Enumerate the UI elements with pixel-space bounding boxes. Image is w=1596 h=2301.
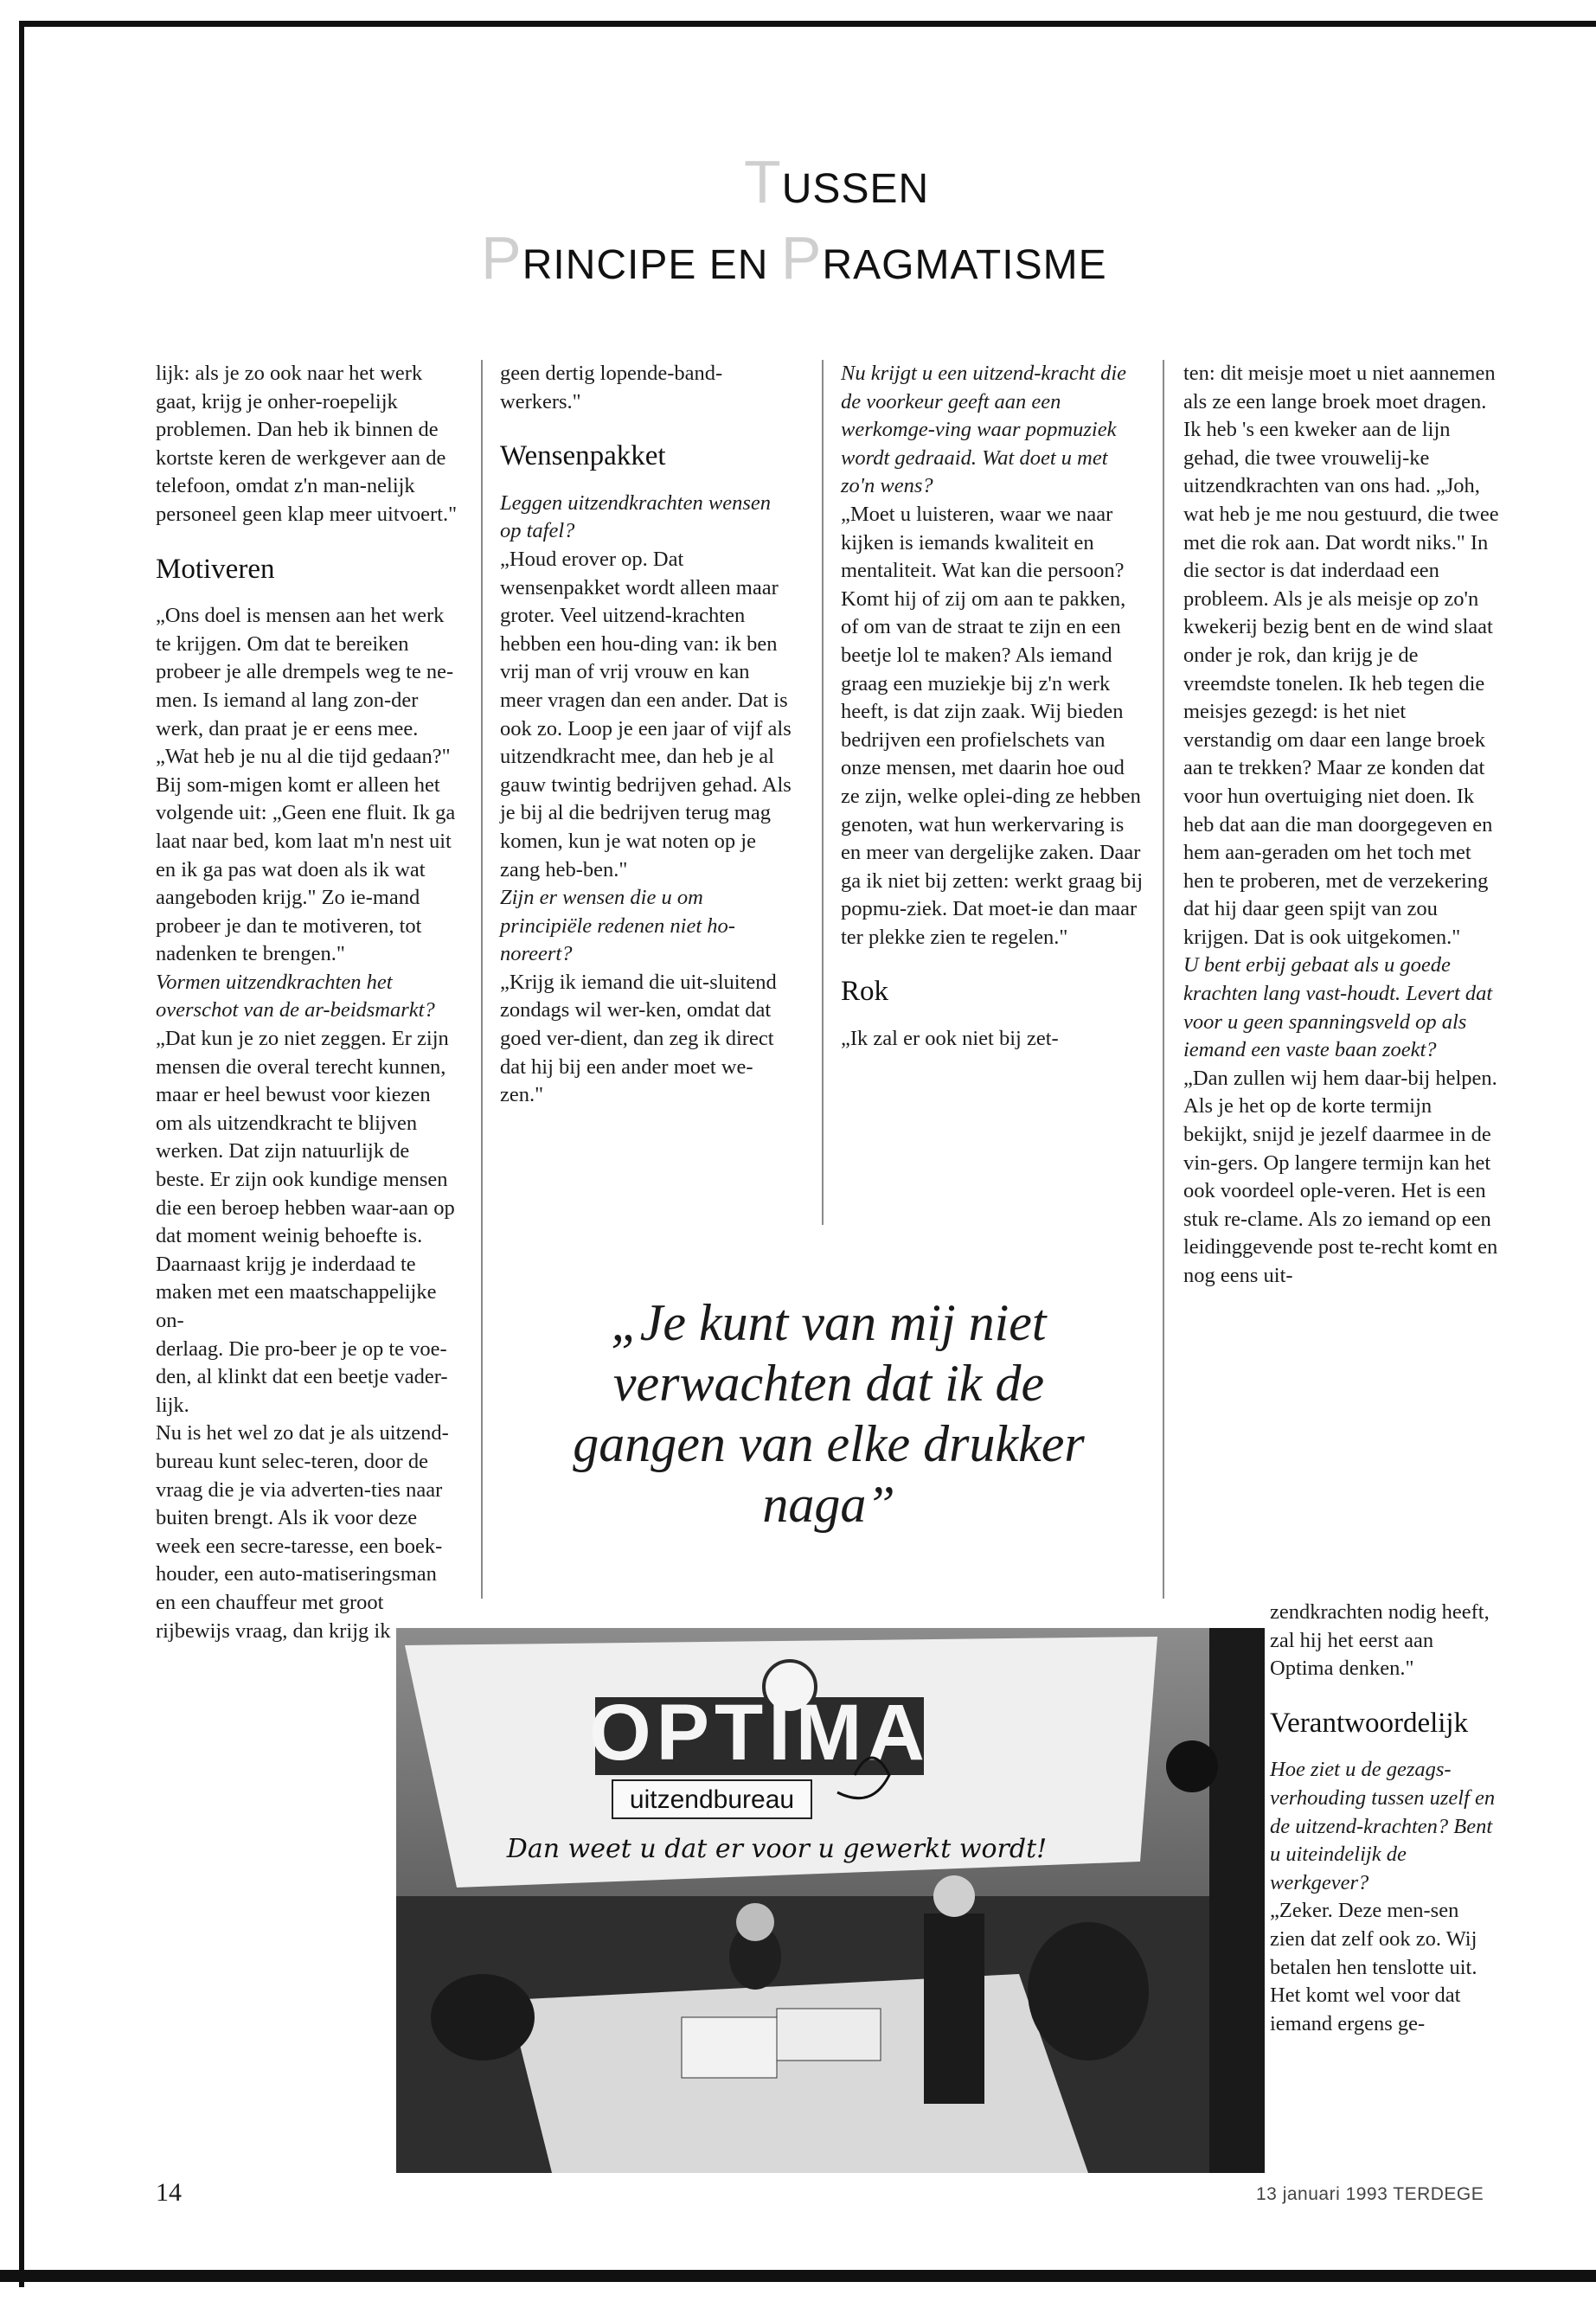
paragraph: Nu is het wel zo dat je als uitzend-bureau kunt selec-teren, door de vraag die je via adverten-ties naar buiten brengt. Als ik voor deze week een secre-taresse, een boek-houder, een auto-matiseringsman en een chauffeur met groot rijbewijs vraag, dan krijg ik xyxy=(156,1421,449,1643)
logo-text: OPTIMA xyxy=(589,1689,930,1777)
column-divider xyxy=(1163,360,1164,1599)
paragraph: derlaag. Die pro-beer je op te voe-den, al klinkt dat een beetje vader-lijk. xyxy=(156,1336,448,1417)
interview-question: Leggen uitzendkrachten wensen op tafel? xyxy=(500,490,771,543)
title-line-1: TUSSEN xyxy=(744,148,930,215)
paragraph: „Houd erover op. Dat wensenpakket wordt alleen maar groter. Veel uitzend-krachten hebben een hou-ding van: ik ben vrij man of vrij vrouw en kan meer vragen dan een ander. Dat is ook zo. Loop je een jaar of vijf als uitzendkracht mee, dan heb je al gauw twintig bedrijven gehad. Als je bij al die bedrijven terug mag komen, kun je wat noten op je zang heb-ben." xyxy=(500,547,792,881)
paragraph: zendkrachten nodig heeft, zal hij het eerst aan Optima denken." xyxy=(1270,1600,1490,1681)
page-number: 14 xyxy=(156,2178,182,2207)
section-heading: Rok xyxy=(841,976,889,1008)
desk xyxy=(509,1974,1088,2173)
paragraph: lijk: als je zo ook naar het werk gaat, krijg je onher-roepelijk problemen. Dan heb ik binnen de kortste keren de werkgever aan de telefoon, omdat z'n man-nelijk personeel geen klap meer uitvoert." xyxy=(156,362,458,526)
paragraph: geen dertig lopende-band-werkers." xyxy=(500,362,723,413)
column-2 xyxy=(500,360,794,1110)
pull-quote: „Je kunt van mij niet verwachten dat ik de gangen van elke drukker naga” xyxy=(573,1294,1085,1533)
issue-date: 13 januari 1993 TERDEGE xyxy=(1256,2184,1484,2204)
photo-illustration xyxy=(396,1628,1265,2173)
paragraph: „Krijg ik iemand die uit-sluitend zondags wil wer-ken, omdat dat goed ver-dient, dan zeg ik direct dat hij bij een ander moet we-zen." xyxy=(500,970,777,1107)
paragraph: „Dan zullen wij hem daar-bij helpen. Als je het op de korte termijn bekijkt, snijd je jezelf daarmee in de vin-gers. Op langere termijn kan het ook voordeel ople-veren. Het is een stuk re-clame. Als zo iemand op een leidinggevende post te-recht komt en nog eens uit- xyxy=(1183,1066,1498,1287)
section-heading: Verantwoordelijk xyxy=(1270,1707,1469,1739)
person-standing xyxy=(924,1913,984,2104)
top-rule xyxy=(19,21,1596,27)
paragraph: „Dat kun je zo niet zeggen. Er zijn mensen die overal terecht kunnen, maar er heel bewust voor kiezen om als uitzendkracht te blijven werken. Dat zijn natuurlijk de beste. Er zijn ook kundige mensen die een beroep hebben waar-aan op dat moment weinig behoefte is. Daarnaast krijg je inderdaad te maken met een maatschappelijke on- xyxy=(156,1027,455,1332)
bottom-rule xyxy=(0,2270,1596,2282)
column-3 xyxy=(841,360,1145,1054)
paragraph: „Zeker. Deze men-sen zien dat zelf ook zo. Wij betalen hen tenslotte uit. Het komt wel voor dat iemand ergens ge- xyxy=(1270,1899,1477,2035)
left-rule xyxy=(19,21,24,2287)
interview-question: U bent erbij gebaat als u goede krachten lang vast-houdt. Levert dat voor u geen spanningsveld op als iemand een vaste baan zoekt? xyxy=(1183,953,1493,1062)
wall-clock xyxy=(1166,1740,1218,1792)
title-line-2: PRINCIPE EN PRAGMATISME xyxy=(481,224,1107,292)
monitor xyxy=(682,2017,777,2078)
paragraph: „Moet u luisteren, waar we naar kijken is iemands kwaliteit en mentaliteit. Wat kan die persoon? Komt hij of zij om aan te pakken, of om van de straat te zijn en een beetje lol te maken? Als iemand graag een muziekje bij z'n werk heeft, is dat zijn zaak. Wij bieden bedrijven een profielschets van onze mensen, met daarin hoe oud ze zijn, welke oplei-ding ze hebben genoten, wat hun werkervaring is en meer van dergelijke zaken. Daar ga ik niet bij zetten: werkt graag bij popmu-ziek. Dat moet-ie dan maar ter plekke zien te regelen." xyxy=(841,502,1144,949)
person-seated-head xyxy=(736,1903,774,1941)
section-heading: Motiveren xyxy=(156,553,275,585)
column-divider xyxy=(481,360,483,1599)
interview-question: Vormen uitzendkrachten het overschot van de ar-beidsmarkt? xyxy=(156,970,435,1022)
interview-question: Nu krijgt u een uitzend-kracht die de voorkeur geeft aan een werkomge-ving waar popmuziek wordt gedraaid. Wat doet u met zo'n wens? xyxy=(841,362,1126,498)
office-photo xyxy=(396,1628,1265,2173)
person-standing-head xyxy=(933,1875,975,1917)
pillar xyxy=(1209,1628,1265,2173)
interview-question: Hoe ziet u de gezags-verhouding tussen uzelf en de uitzend-krachten? Bent u uiteindelijk de werkgever? xyxy=(1270,1758,1496,1894)
column-4-continued xyxy=(1270,1599,1499,2038)
section-heading: Wensenpakket xyxy=(500,440,666,472)
interview-question: Zijn er wensen die u om principiële redenen niet ho-noreert? xyxy=(500,886,735,966)
logo-subtitle: uitzendbureau xyxy=(629,1785,795,1814)
column-4 xyxy=(1183,360,1499,1291)
paragraph: „Ons doel is mensen aan het werk te krijgen. Om dat te bereiken probeer je alle drempels weg te ne-men. Is iemand al lang zon-der werk, dan praat je er eens mee. „Wat heb je nu al die tijd gedaan?" Bij som-migen komt er alleen het volgende uit: „Geen ene fluit. Ik ga laat naar bed, kom laat m'n nest uit en ik ga pas wat doen als ik wat aangeboden krijg." Zo ie-mand probeer je dan te motiveren, tot nadenken te brengen." xyxy=(156,604,456,966)
paragraph: „Ik zal er ook niet bij zet- xyxy=(841,1027,1059,1051)
plant-left xyxy=(431,1974,535,2061)
printer xyxy=(777,2009,881,2061)
column-1 xyxy=(156,360,458,1645)
plant-right xyxy=(1028,1922,1149,2061)
banner-slogan: Dan weet u dat er voor u gewerkt wordt! xyxy=(506,1834,1048,1864)
column-divider xyxy=(822,360,824,1225)
paragraph: ten: dit meisje moet u niet aannemen als ze een lange broek moet dragen. Ik heb 's een kweker aan de lijn gehad, die twee vrouwelij-ke uitzendkrachten van ons had. „Joh, wat heb je me nou gestuurd, die twee met die rok aan. Dat wordt niks." In die sector is dat inderdaad een probleem. Als je als meisje op zo'n kwekerij bezig bent en de wind slaat onder je rok, dan krijg je de vreemdste tonelen. Ik heb tegen die meisjes gezegd: is het niet verstandig om daar een lange broek aan te trekken? Maar ze konden dat voor hun overtuiging niet doen. Ik heb dat aan die man doorgegeven en hem aan-geraden om het toch met hen te proberen, met de verzekering dat hij daar geen spijt van zou krijgen. Dat is ook uitgekomen." xyxy=(1183,362,1499,949)
